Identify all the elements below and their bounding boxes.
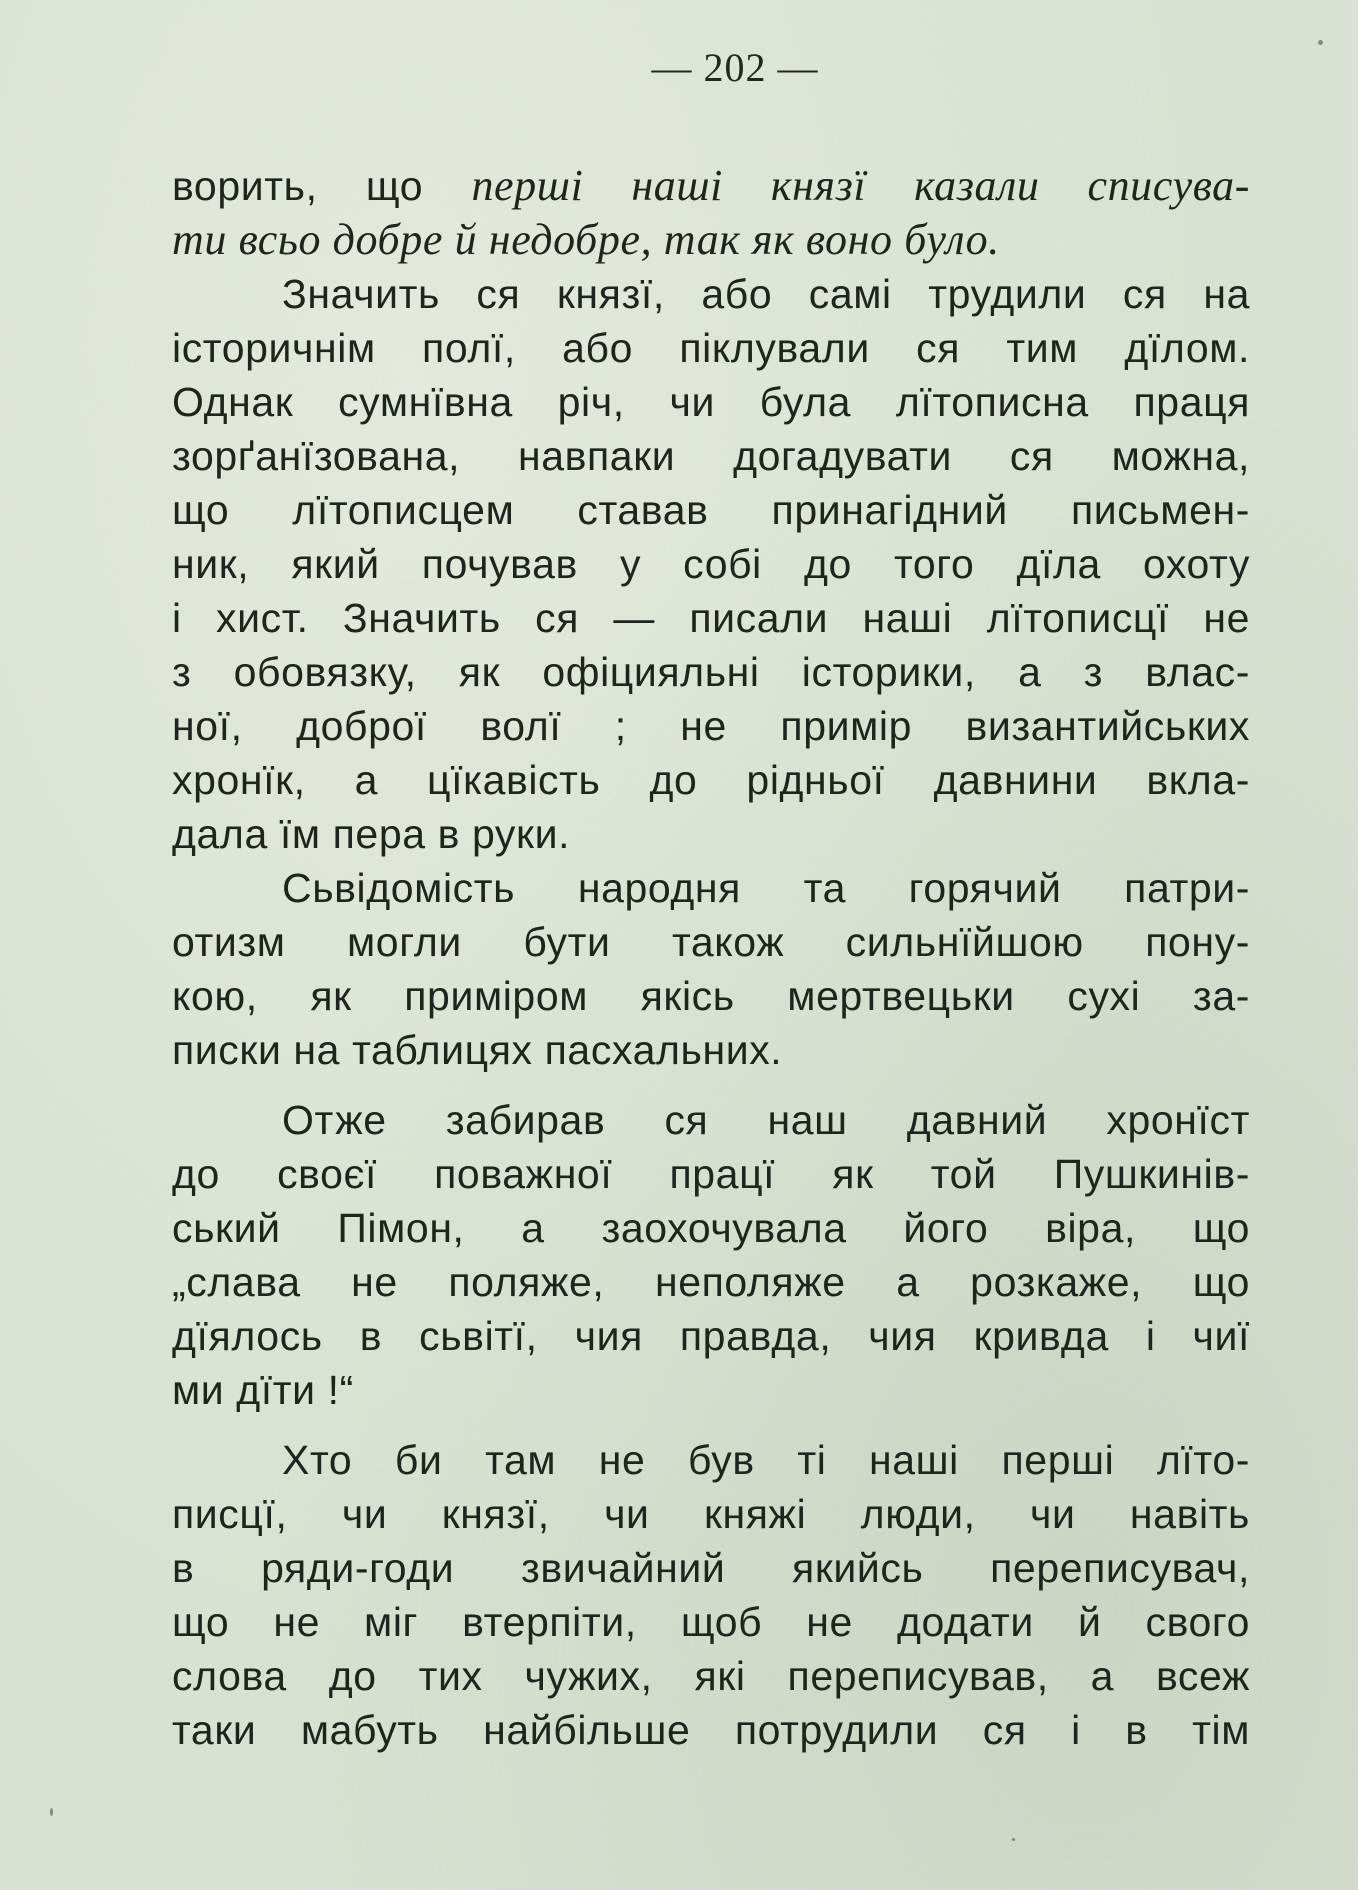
text-line	[172, 1488, 1250, 1540]
text-segment: ський Пімон, а заохочувала його віра, що	[172, 1205, 1250, 1251]
text-line	[172, 754, 1250, 806]
text-line	[172, 214, 1250, 266]
text-segment: кою, як приміром якісь мертвецьки сухі за-	[172, 973, 1250, 1019]
text-line	[282, 862, 1250, 914]
text-segment: писки на таблицях пасхальних.	[172, 1027, 783, 1073]
text-line	[172, 1704, 1250, 1756]
text-line	[172, 1364, 1250, 1416]
text-segment: Отже забирав ся наш давний хронїст	[282, 1097, 1250, 1143]
text-segment: в ряди-годи звичайний якийсь переписувач,	[172, 1545, 1250, 1591]
text-line	[172, 1650, 1250, 1702]
paper-speck	[1318, 40, 1323, 45]
text-segment: таки мабуть найбільше потрудили ся і в тім	[172, 1707, 1250, 1753]
text-line	[172, 970, 1250, 1022]
text-segment: історичнім полї, або піклували ся тим дїлом.	[172, 325, 1250, 371]
text-segment: „слава не поляже, неполяже а розкаже, що	[172, 1259, 1250, 1305]
text-segment: ної, доброї волї ; не примір византийських	[172, 703, 1250, 749]
text-line	[172, 322, 1250, 374]
text-segment: дала їм пера в руки.	[172, 811, 571, 857]
text-line	[172, 916, 1250, 968]
text-line	[282, 1434, 1250, 1486]
italic-text: ти всьо добре й недобре, так як воно було.	[172, 215, 1000, 264]
text-segment: слова до тих чужих, які переписував, а всеж	[172, 1653, 1250, 1699]
text-line	[172, 376, 1250, 428]
text-segment: зорґанїзована, навпаки догадувати ся можна,	[172, 433, 1250, 479]
text-line	[172, 538, 1250, 590]
text-segment: що лїтописцем ставав принагідний письмен-	[172, 487, 1250, 533]
paper-speck	[50, 1808, 53, 1816]
text-line	[172, 1542, 1250, 1594]
text-line	[172, 1202, 1250, 1254]
text-segment: Хто би там не був ті наші перші лїто-	[282, 1437, 1250, 1483]
text-line	[172, 1596, 1250, 1648]
text-line	[172, 1256, 1250, 1308]
paper-speck	[1012, 1838, 1015, 1841]
text-segment: писцї, чи князї, чи княжі люди, чи навіть	[172, 1491, 1250, 1537]
text-segment: з обовязку, як офіцияльні історики, а з влас-	[172, 649, 1250, 695]
text-line	[172, 1024, 1250, 1076]
text-segment: ми дїти !“	[172, 1367, 354, 1413]
text-segment: Сьвідомість народня та горячий патри-	[282, 865, 1250, 911]
page-number: — 202 —	[651, 45, 819, 90]
text-line	[172, 160, 1250, 212]
text-line	[172, 1310, 1250, 1362]
text-line	[172, 646, 1250, 698]
text-line	[282, 268, 1250, 320]
text-line	[282, 1094, 1250, 1146]
text-segment: до своєї поважної працї як той Пушкинів-	[172, 1151, 1250, 1197]
text-segment: ворить, що	[172, 163, 472, 209]
text-segment: отизм могли бути також сильнїйшою пону-	[172, 919, 1250, 965]
text-segment: Однак сумнївна річ, чи була лїтописна праця	[172, 379, 1250, 425]
text-segment: і хист. Значить ся — писали наші лїтописцї не	[172, 595, 1250, 641]
text-segment: Значить ся князї, або самі трудили ся на	[282, 271, 1250, 317]
text-segment: хронїк, а цїкавість до рідньої давнини вкла-	[172, 757, 1250, 803]
text-segment: дїялось в сьвітї, чия правда, чия кривда і чиї	[172, 1313, 1250, 1359]
text-line	[172, 430, 1250, 482]
text-line	[172, 1148, 1250, 1200]
text-line	[172, 484, 1250, 536]
italic-text: перші наші князї казали списува-	[471, 161, 1250, 210]
text-line	[172, 592, 1250, 644]
text-line	[172, 808, 1250, 860]
text-segment: що не міг втерпіти, щоб не додати й свого	[172, 1599, 1250, 1645]
text-segment: ник, який почував у собі до того дїла охоту	[172, 541, 1250, 587]
text-line	[172, 700, 1250, 752]
